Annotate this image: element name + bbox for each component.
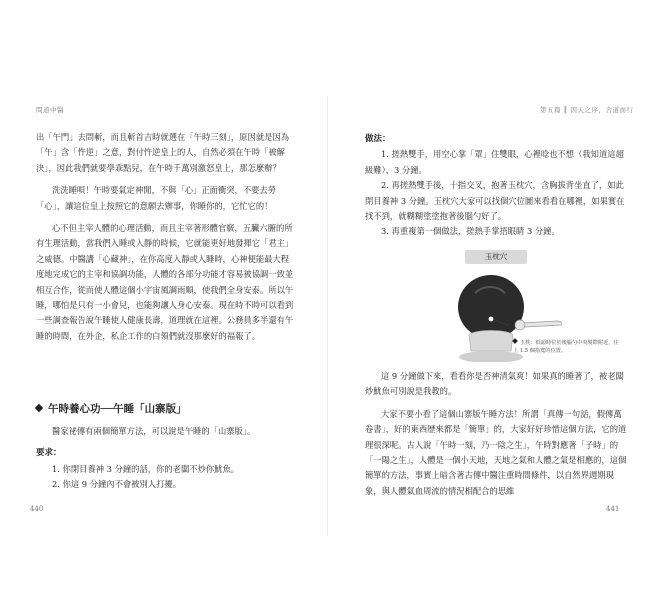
diamond-bullet-icon <box>35 404 43 412</box>
figure-caption-text: 玉枕：低頭時位於後腦勺中央髮際附近，往上 1.5 個指寬的位置。 <box>513 340 619 354</box>
page-number-right: 441 <box>606 505 620 513</box>
requirements-title: 要求： <box>36 448 62 459</box>
method-step: 2. 再搓熱雙手後，十指交叉，抱著玉枕穴，含胸拔背坐直了，如此閉目養神 3 分鐘。玉枕穴大家可以找個穴位圖來看看在哪裡，如果實在找不到，就糊糊塗塗抱著後腦勺好了。 <box>365 180 625 222</box>
diamond-bullet-icon <box>512 338 518 344</box>
section-heading <box>36 401 187 416</box>
paragraph: 心不但主宰人體的心理活動，而且主宰著形體官竅，五臟六腑的所有生理活動，當我們入睡或入靜的時候，它就能更好地發揮它「君主」之威德。中醫講「心藏神」，在你高度入靜或入睡時，心神便能最大程度地完成它的主宰和協調功能，人體的各部分功能才容易被協調一致並相互合作，從而使人體這個小宇宙風調雨順，使我們全身安泰。所以午睡，哪怕是只有一小會兒，也能夠讓人身心安泰。現在時不時可以看到一些調查報告說午睡使人健康長壽，道理就在這裡。公務員多半還有午睡的時間，在外企，私企工作的白領們就沒那麼好的福報了。 <box>36 223 294 341</box>
paragraph: 這 9 分鐘做下來，看看你是否神清氣爽！如果真的睡著了，被老闆炒魷魚可別說是我教的。 <box>365 371 624 397</box>
method-step: 3. 再重複第一個做法，搓熱手掌捂眼睛 3 分鐘。 <box>381 226 560 237</box>
paragraph: 大家不要小看了這個山寨版午睡方法！所謂「真傳一句話，假傳萬卷書」，好的東西歷來都是「簡單」的，大家好好珍惜這個方法，它的道理很深呢。古人說「午時一刻，乃一陰之生」，午時對應著「子時」的「一陽之生」，人體是一個小天地，天地之氣和人體之氣是相應的，這個簡單的方法，事實上暗含著古傳中醫注重時間條件，以自然界週期現象，與人體氣血周流的情況相配合的思維 <box>365 408 627 496</box>
section-heading-text: 午時養心功──午睡「山寨版」 <box>48 403 187 415</box>
method-title: 做法： <box>365 134 391 144</box>
figure-label: 玉枕穴 <box>465 250 527 264</box>
paragraph: 洗洗睡唄！午時要氣定神閒，不與「心」正面衝突，不要去勞「心」，讓這位皇上按照它的意願去辦事，你睡你的，它忙它的！ <box>36 185 277 211</box>
figure-caption <box>513 339 623 355</box>
section-intro: 醫家祕傳有兩個簡單方法，可以說是午睡的「山寨版」。 <box>52 426 256 436</box>
running-head-left: 問道中醫 <box>36 106 64 114</box>
requirement-item: 2. 你這 9 分鐘內不會被別人打擾。 <box>52 479 181 490</box>
right-method-text <box>365 132 627 240</box>
left-section-body <box>36 424 296 493</box>
page-number-left: 440 <box>30 505 44 513</box>
method-step: 1. 搓熱雙手，用空心掌「罩」住雙眼，心裡唸也不想（我知道這超級難），3 分鐘。 <box>365 149 624 175</box>
paragraph: 出「午門」去問斬，而且斬首吉時就選在「午時三刻」，原因就是因為「午」含「忤逆」之意，對付忤逆皇上的人，自然必須在午時「被解決」，因此我們就要學乖點兒，在午時千萬別激怒皇上，那怎麼辦？ <box>36 132 290 173</box>
running-head-right: 第五篇 ║ 因天之序，合道而行 <box>540 106 634 114</box>
left-body-text <box>36 130 296 344</box>
requirement-item: 1. 你閉目養神 3 分鐘的話，你的老闆不炒你魷魚。 <box>52 463 240 474</box>
right-body-text <box>365 369 627 499</box>
